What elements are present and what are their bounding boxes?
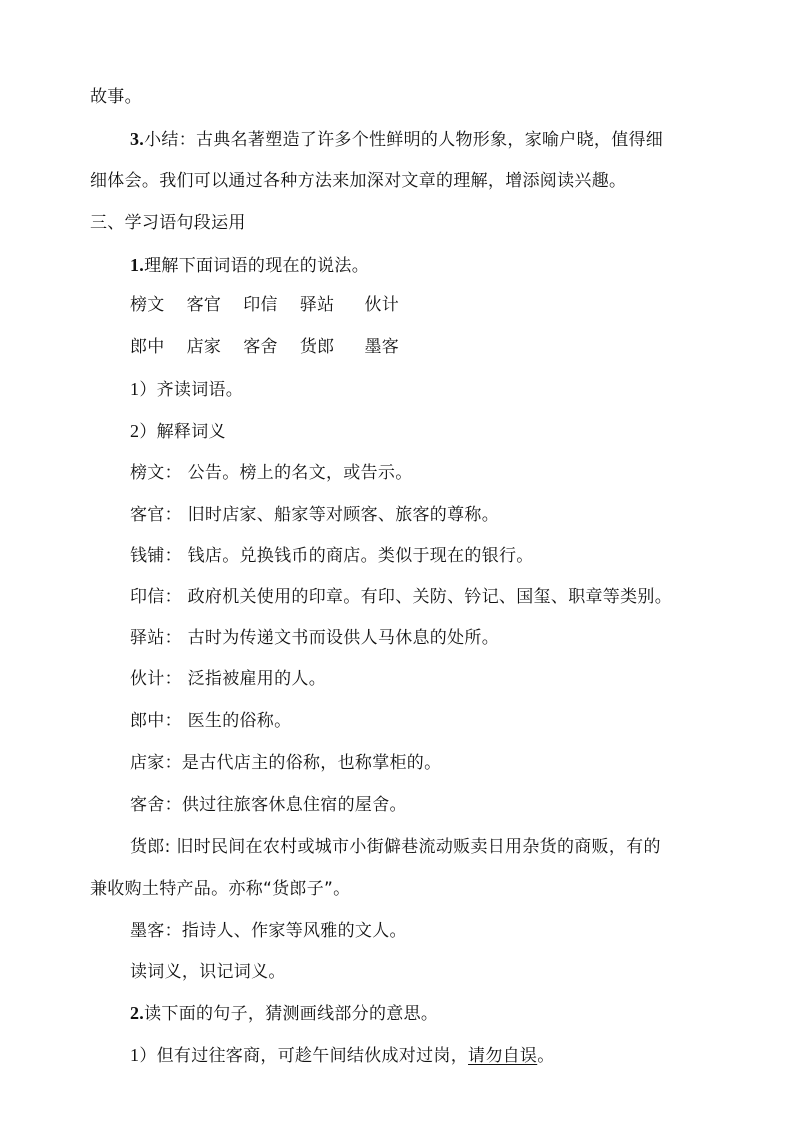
definition-term: 客官： [130,505,182,525]
definition-term: 印信： [130,587,182,607]
word: 墨客 [364,337,400,357]
definition-text: 钱店。兑换钱币的商店。类似于现在的银行。 [181,546,534,566]
word-row-1 [130,294,399,316]
summary-text: 小结：古典名著塑造了许多个性鲜明的人物形象，家喻户晓，值得细 [144,130,664,150]
definition-continuation: 兼收购土特产品。亦称“货郎子”。 [90,879,351,899]
definition-row [130,462,413,484]
definition-text: 指诗人、作家等风雅的文人。 [181,921,407,941]
word: 印信 [243,295,278,315]
word: 郎中 [130,337,165,357]
word: 客官 [186,295,222,315]
paragraph-continuation: 故事。 [90,87,142,107]
step-text: ）齐读词语。 [139,380,244,400]
definition-row [130,794,407,816]
item-two-text: 读下面的句子，猜测画线部分的意思。 [144,1004,439,1024]
word-row-2 [130,336,399,358]
word: 客舍 [243,337,278,357]
word: 伙计 [364,295,400,315]
word: 店家 [186,337,222,357]
instruction-line: 读词义，识记词义。 [130,962,286,982]
sentence-number: 1 [130,1045,140,1065]
step-one [130,378,243,401]
definition-text: 政府机关使用的印章。有印、关防、钤记、国玺、职章等类别。 [181,587,673,607]
step-number: 1 [130,379,140,399]
definition-text: 是古代店主的俗称，也称掌柜的。 [181,753,442,773]
definition-term: 驿站： [130,628,182,648]
definition-row [130,920,407,942]
definition-term: 钱铺： [130,546,182,566]
definition-text: 公告。榜上的名文，或告示。 [181,463,413,483]
section-heading: 三、学习语句段运用 [90,213,246,233]
item-number: 2. [130,1003,145,1023]
definition-term: 客舍： [130,795,182,815]
item-one-text: 理解下面词语的现在的说法。 [144,256,370,276]
definition-row [130,627,499,649]
summary-continuation: 细体会。我们可以通过各种方法来加深对文章的理解，增添阅读兴趣。 [90,171,627,191]
step-two [130,420,226,443]
definition-row [130,668,326,690]
underlined-phrase: 请勿自误 [468,1046,538,1066]
sentence-one [130,1044,555,1067]
word: 驿站 [299,295,335,315]
definition-text: 泛指被雇用的人。 [181,669,327,689]
word: 榜文 [130,295,165,315]
definition-text: 医生的俗称。 [181,711,292,731]
definition-row [130,586,672,608]
definition-row [130,545,534,567]
definition-term: 货郎: [130,837,171,857]
item-two [130,1002,438,1025]
definition-row [130,752,441,774]
item-number: 1. [130,255,145,275]
word: 货郎 [299,337,335,357]
definition-term: 榜文： [130,463,182,483]
item-one [130,254,369,277]
definition-term: 郎中： [130,711,182,731]
definition-term: 伙计： [130,669,182,689]
step-text: ）解释词义 [139,422,226,442]
sentence-end: 。 [537,1046,555,1066]
definition-text: 供过往旅客休息住宿的屋舍。 [181,795,407,815]
definition-text: 古时为传递文书而设供人马休息的处所。 [181,628,500,648]
definition-row-huolang [130,836,661,858]
summary-line [130,128,663,151]
definition-term: 墨客： [130,921,182,941]
definition-row [130,504,499,526]
step-number: 2 [130,421,140,441]
item-number: 3. [130,129,145,149]
sentence-text: ）但有过往客商，可趁午间结伙成对过岗， [139,1046,469,1066]
definition-row [130,710,291,732]
definition-text: 旧时店家、船家等对顾客、旅客的尊称。 [181,505,500,525]
definition-text: 旧时民间在农村或城市小街僻巷流动贩卖日用杂货的商贩，有的 [170,837,661,857]
definition-term: 店家： [130,753,182,773]
